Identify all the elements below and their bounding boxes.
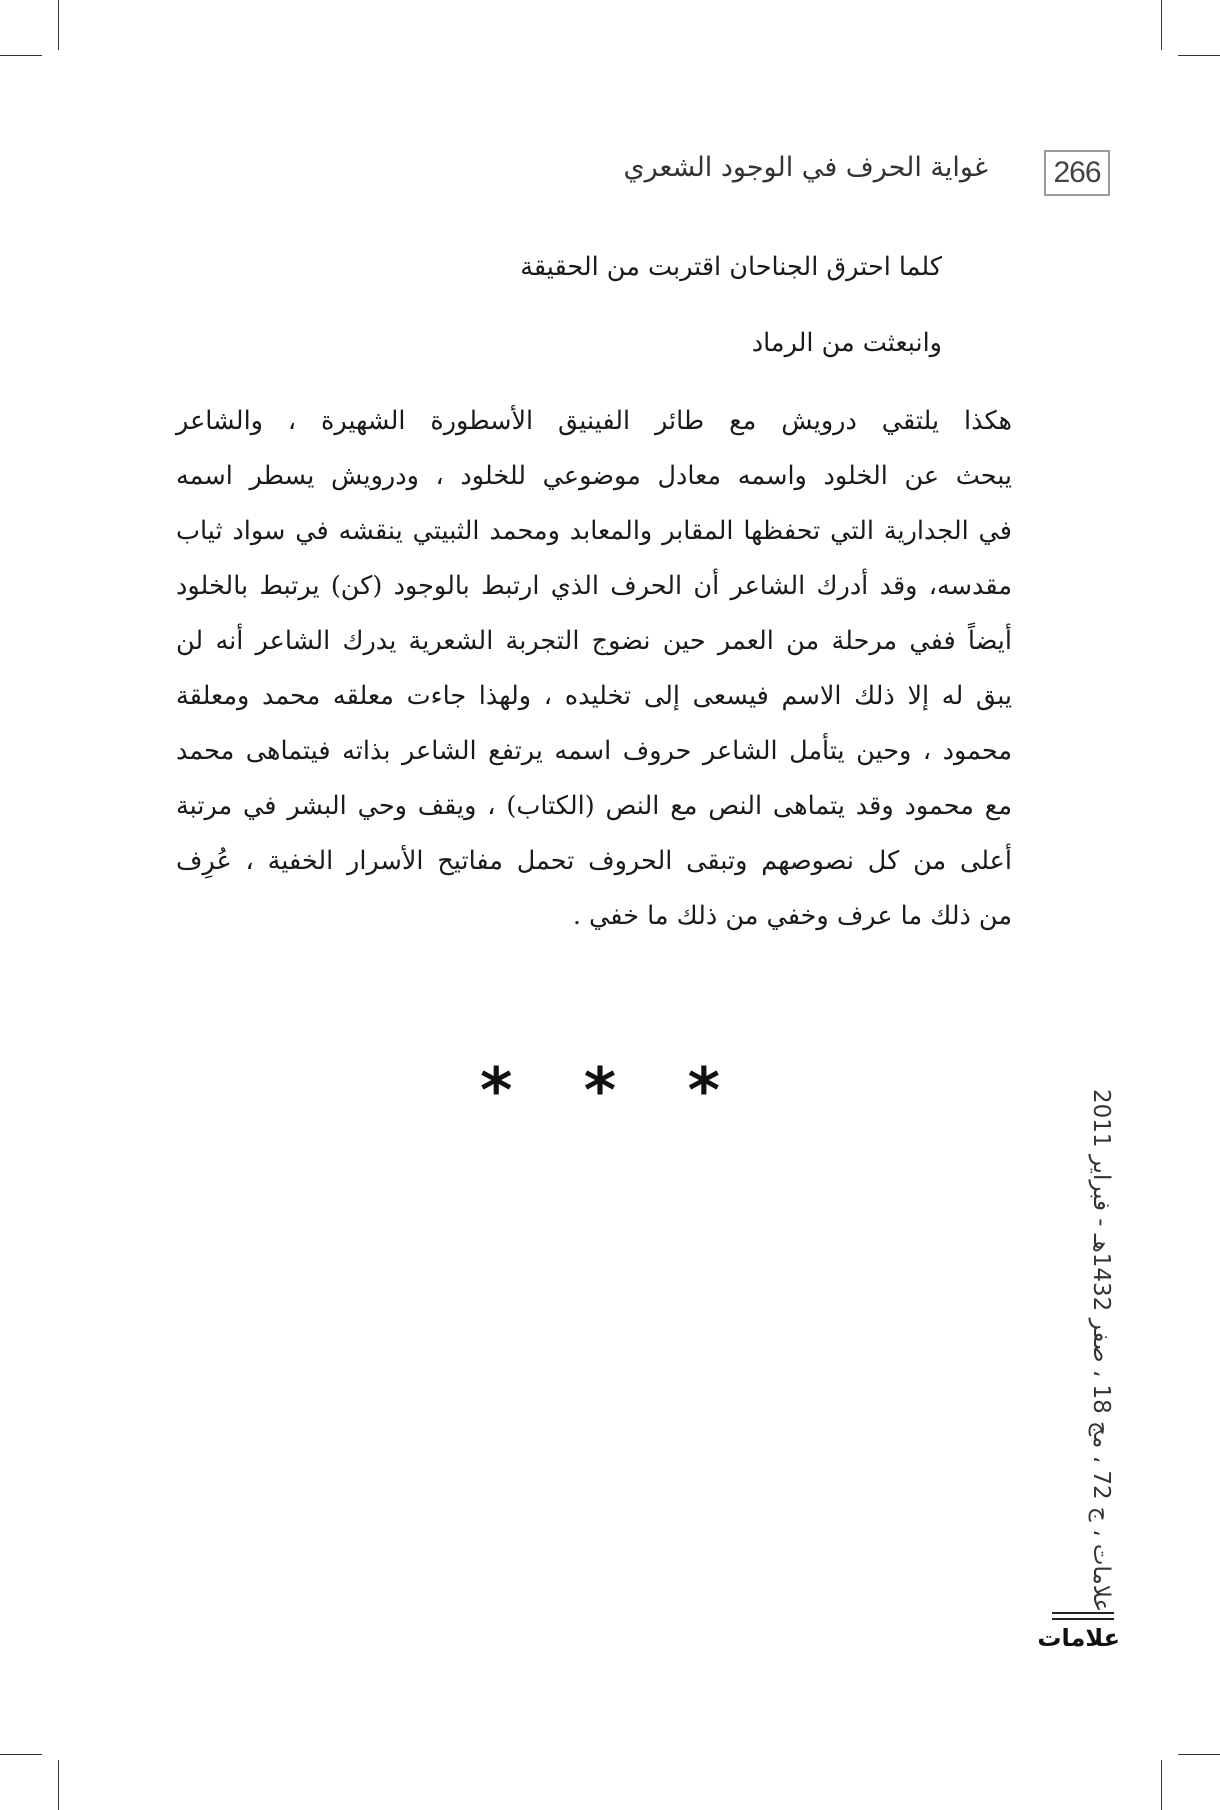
crop-mark: [1178, 55, 1220, 56]
verse-line: كلما احترق الجناحان اقتربت من الحقيقة: [520, 252, 942, 282]
paragraph-line: يبحث عن الخلود واسمه معادل موضوعي للخلود ، ودرويش يسطر اسمه: [176, 461, 1012, 491]
logo-rule: [1052, 1612, 1114, 1614]
crop-mark: [0, 1754, 42, 1755]
journal-logo: [1037, 1610, 1120, 1658]
crop-mark: [1178, 1754, 1220, 1755]
crop-mark: [0, 55, 42, 56]
paragraph-line: في الجدارية التي تحفظها المقابر والمعابد ومحمد الثبيتي ينقشه في سواد ثياب: [176, 516, 1012, 546]
paragraph-line: مع محمود وقد يتماهى النص مع النص (الكتاب) ، ويقف وحي البشر في مرتبة: [176, 791, 1012, 821]
crop-mark: [58, 0, 59, 50]
section-separator: [480, 1054, 720, 1127]
crop-mark: [58, 1760, 59, 1810]
asterisk-icon: *: [583, 1054, 617, 1127]
paragraph-line: مقدسه، وقد أدرك الشاعر أن الحرف الذي ارتبط بالوجود (كن) يرتبط بالخلود: [176, 571, 1012, 601]
body-paragraph: [176, 394, 1012, 944]
crop-mark: [1161, 0, 1162, 50]
paragraph-line: يبق له إلا ذلك الاسم فيسعى إلى تخليده ، ولهذا جاءت معلقه محمد ومعلقة: [176, 681, 1012, 711]
crop-mark: [1161, 1760, 1162, 1810]
page-number: 266: [1044, 150, 1110, 196]
logo-rule: [1052, 1618, 1114, 1620]
issue-caption: [1088, 1052, 1118, 1612]
asterisk-icon: *: [687, 1054, 720, 1127]
verse-line: وانبعثت من الرماد: [751, 328, 942, 358]
paragraph-line: أيضاً ففي مرحلة من العمر حين نضوج التجربة الشعرية يدرك الشاعر أنه لن: [176, 626, 1012, 656]
running-title: غواية الحرف في الوجود الشعري: [623, 152, 988, 183]
paragraph-line: محمود ، وحين يتأمل الشاعر حروف اسمه يرتفع الشاعر بذاته فيتماهى محمد: [176, 736, 1012, 766]
paragraph-line: أعلى من كل نصوصهم وتبقى الحروف تحمل مفاتيح الأسرار الخفية ، عُرِف: [176, 846, 1012, 876]
journal-logo-text: علامات: [1037, 1624, 1120, 1652]
asterisk-icon: *: [480, 1054, 513, 1127]
paragraph-line: هكذا يلتقي درويش مع طائر الفينيق الأسطورة الشهيرة ، والشاعر: [176, 406, 1012, 436]
issue-caption-text: علامات ، ج 72 ، مج 18 ، صفر 1432هـ - فبراير 2011: [1088, 1088, 1114, 1612]
paragraph-line: من ذلك ما عرف وخفي من ذلك ما خفي .: [572, 901, 1012, 931]
